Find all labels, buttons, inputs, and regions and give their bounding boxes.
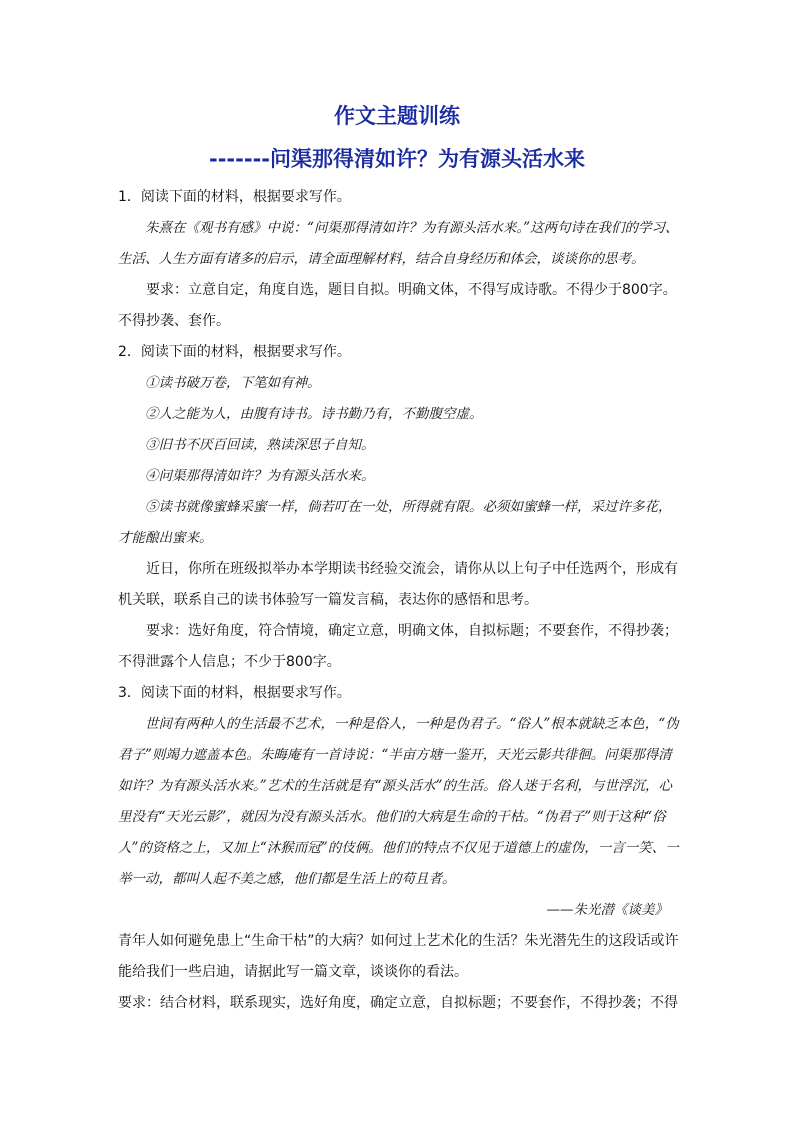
question-2-requirement: 要求：选好角度，符合情境，确定立意，明确文体，自拟标题；不要套作，不得抄袭；不得泄露个人信息；不少于800字。 [118, 623, 678, 670]
question-1-requirement: 要求：立意自定，角度自选，题目自拟。明确文体，不得写成诗歌。不得少于800字。不得抄袭、套作。 [118, 282, 677, 329]
question-3-source: ——朱光潜《谈美》 [546, 902, 668, 918]
question-2-item-1: ①读书破万卷，下笔如有神。 [145, 375, 321, 391]
question-2-item-5: ⑤读书就像蜜蜂采蜜一样，倘若叮在一处，所得就有限。必须如蜜蜂一样，采过许多花，才能酿出蜜来。 [118, 499, 672, 546]
page-title: 作文主题训练 [334, 104, 460, 128]
question-2-task: 近日，你所在班级拟举办本学期读书经验交流会，请你从以上句子中任选两个，形成有机关联，联系自己的读书体验写一篇发言稿，表达你的感悟和思考。 [118, 561, 678, 608]
question-1-material: 朱熹在《观书有感》中说：“问渠那得清如许？为有源头活水来。”这两句诗在我们的学习、生活、人生方面有诸多的启示，请全面理解材料，结合自身经历和体会，谈谈你的思考。 [118, 220, 679, 267]
question-3-heading: 3．阅读下面的材料，根据要求写作。 [118, 685, 351, 701]
question-3-material: 世间有两种人的生活最不艺术，一种是俗人，一种是伪君子。“俗人”根本就缺乏本色，“伪君子”则竭力遮盖本色。朱晦庵有一首诗说：“半亩方塘一鉴开，天光云影共徘徊。问渠那得清如许？为有源头活水来。”艺术的生活就是有“源头活水”的生活。俗人迷于名利，与世浮沉，心里没有“天光云影”，就因为没有源头活水。他们的大病是生命的干枯。“伪君子”则于这种“俗人”的资格之上，又加上“沐猴而冠”的伎俩。他们的特点不仅见于道德上的虚伪，一言一笑、一举一动，都叫人起不美之感，他们都是生活上的苟且者。 [118, 716, 679, 887]
document-body [118, 182, 680, 1019]
question-3-requirement: 要求：结合材料，联系现实，选好角度，确定立意，自拟标题；不要套作，不得抄袭；不得 [118, 995, 678, 1011]
question-2-item-3: ③旧书不厌百回读，熟读深思子自知。 [145, 437, 375, 453]
page-subtitle: -------问渠那得清如许？为有源头活水来 [208, 147, 585, 171]
question-3-task: 青年人如何避免患上“生命干枯”的大病？如何过上艺术化的生活？朱光潜先生的这段话或许能给我们一些启迪，请据此写一篇文章，谈谈你的看法。 [118, 933, 679, 980]
question-1-heading: 1．阅读下面的材料，根据要求写作。 [118, 189, 351, 205]
question-2-item-2: ②人之能为人，由腹有诗书。诗书勤乃有，不勤腹空虚。 [145, 406, 483, 422]
question-2-heading: 2．阅读下面的材料，根据要求写作。 [118, 344, 351, 360]
question-2-item-4: ④问渠那得清如许？为有源头活水来。 [145, 468, 375, 484]
